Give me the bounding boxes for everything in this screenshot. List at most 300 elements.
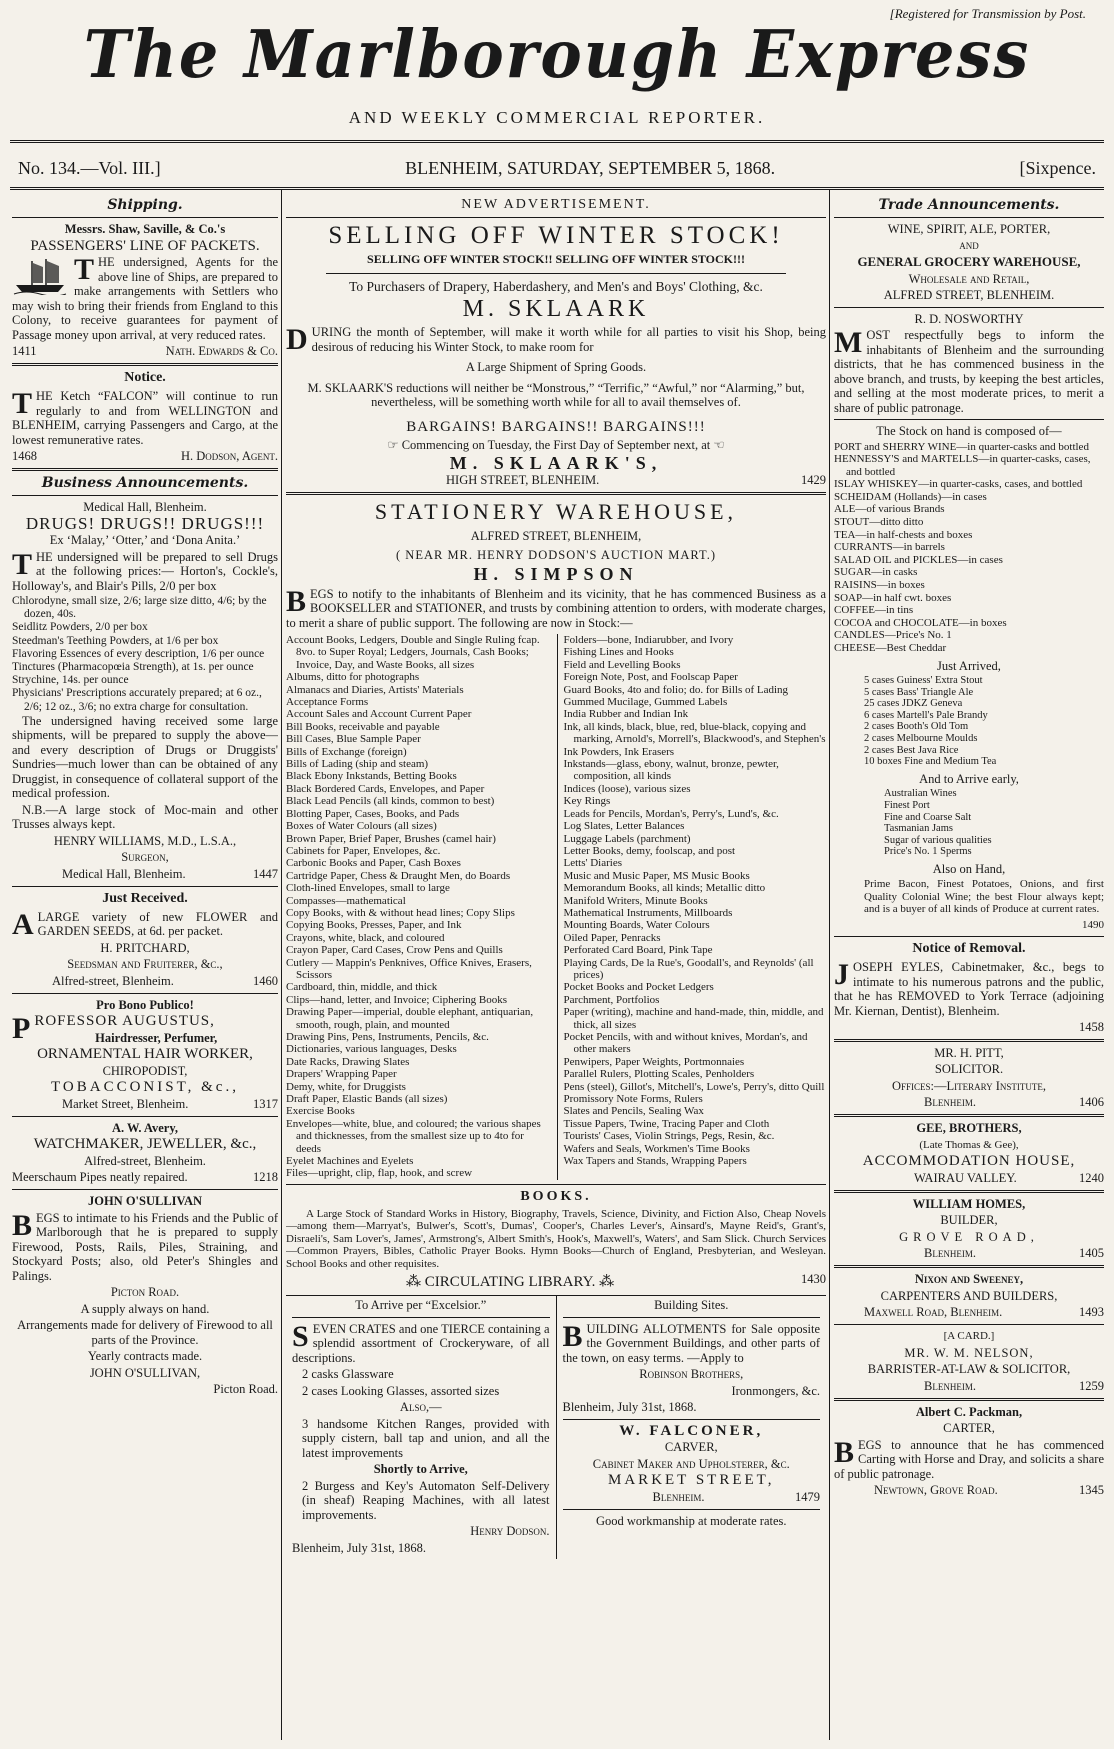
list-item: Perforated Card Board, Pink Tape — [563, 944, 713, 957]
gee-late: (Late Thomas & Gee), — [919, 1138, 1019, 1151]
shaw-title: Messrs. Shaw, Saville, & Co.'s — [64, 222, 226, 236]
drugs-text: HE undersigned will be prepared to sell Drugs at the following prices:— Horton's, Cockle's, Holloway's, and Blair's Pills, 2/0 per box — [12, 549, 278, 593]
business-heading: Business Announcements. — [41, 475, 249, 491]
list-item: Cloth-lined Envelopes, small to large — [286, 882, 450, 895]
drugs-ships: Ex ‘Malay,’ ‘Otter,’ and ‘Dona Anita.’ — [49, 533, 241, 547]
gee-name: GEE, BROTHERS, — [916, 1121, 1022, 1136]
books-heading: BOOKS. — [520, 1188, 592, 1204]
ad-number: 1479 — [795, 1489, 820, 1504]
ad-number: 1240 — [1079, 1170, 1104, 1185]
stock-list — [286, 634, 826, 1180]
augustus-address: Market Street, Blenheim. — [62, 1096, 189, 1111]
nelson-name: MR. W. M. NELSON, — [904, 1345, 1034, 1360]
removal-heading: Notice of Removal. — [912, 941, 1026, 957]
list-item: Dictionaries, various languages, Desks — [286, 1043, 457, 1056]
avery-address: Alfred-street, Blenheim. — [84, 1153, 206, 1168]
list-item: Finest Port — [884, 799, 930, 811]
wine-line: GENERAL GROCERY WAREHOUSE, — [857, 254, 1081, 269]
drop-cap: M — [834, 326, 863, 359]
list-item: CANDLES—Price's No. 1 — [834, 629, 952, 642]
early-heading: And to Arrive early, — [919, 771, 1019, 786]
list-item: Playing Cards, De la Rue's, Goodall's, and Reynolds' (all prices) — [563, 956, 814, 981]
list-item: Slates and Pencils, Sealing Wax — [563, 1105, 704, 1118]
stock-list-right — [564, 634, 827, 1167]
list-item: Drapers' Wrapping Paper — [286, 1068, 397, 1081]
nosworthy-name: R. D. NOSWORTHY — [914, 311, 1024, 326]
augustus-line: Hairdresser, Perfumer, — [95, 1030, 218, 1045]
avery-name: A. W. Avery, — [111, 1120, 179, 1135]
ship-icon — [12, 257, 68, 295]
ad-number: 1406 — [1079, 1095, 1104, 1110]
list-item: Compasses—mathematical — [286, 894, 406, 907]
list-item: Memorandum Books, all kinds; Metallic ditto — [563, 882, 766, 895]
sites-name: Robinson Brothers, — [639, 1367, 744, 1382]
sklaark-address: HIGH STREET, BLENHEIM. — [446, 473, 600, 487]
packman-name: Albert C. Packman, — [915, 1404, 1023, 1419]
excelsior-also: Also,— — [399, 1400, 442, 1415]
excelsior-ad — [286, 1296, 556, 1559]
falconer-town: Blenheim. — [652, 1489, 705, 1504]
list-item: Crayons, white, black, and coloured — [286, 931, 445, 944]
falcon-text: HE Ketch “FALCON” will continue to run regularly to and from WELLINGTON and BLENHEIM, carrying Passengers and Cargo, at the lowest remunerative rates. — [12, 389, 278, 447]
commencing-line: ☞ Commencing on Tuesday, the First Day of September next, at ☜ — [387, 438, 725, 452]
sites-body — [562, 1319, 821, 1366]
list-item: Cartridge Paper, Chess & Draught Men, do Boards — [286, 869, 511, 882]
wine-line: ALFRED STREET, BLENHEIM. — [883, 288, 1055, 302]
list-item: ALE—of various Brands — [834, 503, 945, 516]
falcon-body — [12, 389, 278, 447]
library-line: ⁂ CIRCULATING LIBRARY. ⁂ — [406, 1274, 615, 1291]
bargains: BARGAINS! BARGAINS!! BARGAINS!!! — [406, 418, 706, 435]
signature: H. Dodson, Agent. — [180, 449, 278, 463]
list-item: Mounting Boards, Water Colours — [563, 919, 710, 932]
list-item: Cutlery — Mappin's Penknives, Office Knives, Erasers, Scissors — [286, 956, 532, 981]
osullivan-body — [12, 1208, 278, 1284]
drop-cap: T — [74, 253, 95, 286]
list-item: Black Bordered Cards, Envelopes, and Paper — [286, 782, 485, 795]
sites-date: Blenheim, July 31st, 1868. — [562, 1400, 697, 1415]
list-item: Foreign Note, Post, and Foolscap Paper — [563, 671, 738, 684]
wine-and: AND — [959, 240, 979, 251]
column-divider — [281, 190, 282, 1740]
list-item: Eyelet Machines and Eyelets — [286, 1155, 414, 1168]
excelsior-heading: To Arrive per “Excelsior.” — [355, 1298, 487, 1313]
list-item: 5 cases Bass' Triangle Ale — [864, 686, 974, 698]
pritchard-text: LARGE variety of new FLOWER and GARDEN SEEDS, at 6d. per packet. — [37, 909, 278, 939]
sklaark-shipment: A Large Shipment of Spring Goods. — [465, 360, 647, 374]
books-body: A Large Stock of Standard Works in History, Biography, Travels, Science, Divinity, and Fiction Also, Cheap Novels—among them—Marryat's, Bulwer's, Scott's, Dumas', Cooper's, Charles Lever's, Ainsard's, Mayne Reid's, Grant's, Disraeli's, Sam Lover's, James', Armstrong's, Albert Smith's, Hook's, Maxwell's, Waters', and Sam Slick. Church Services—Common Prayers, Bibles, Catholic Prayer Books. Hymn Books—Church of England, Presbyterian, and Wesleyan. School Books and other requisites. — [286, 1207, 826, 1270]
list-item: Sugar of various qualities — [884, 834, 992, 846]
list-item: Demy, white, for Druggists — [286, 1080, 406, 1093]
list-item: Crayon Paper, Card Cases, Crow Pens and Quills — [286, 944, 503, 957]
list-item: HENNESSY'S and MARTELLS—in quarter-casks, cases, and bottled — [834, 453, 1091, 478]
ad-number: 1345 — [1079, 1483, 1104, 1498]
issue-price: [Sixpence. — [1019, 158, 1096, 178]
excelsior-date: Blenheim, July 31st, 1868. — [292, 1540, 427, 1555]
drop-cap: T — [12, 387, 33, 420]
signature: Henry Dodson. — [470, 1524, 550, 1539]
nosworthy-body — [834, 328, 1104, 415]
list-item: Date Racks, Drawing Slates — [286, 1055, 410, 1068]
bottom-ads — [286, 1295, 826, 1559]
column-right — [834, 195, 1104, 1498]
ad-number: 1490 — [1082, 918, 1104, 931]
trade-heading: Trade Announcements. — [878, 197, 1060, 213]
nelson-town: Blenheim. — [924, 1378, 976, 1393]
packman-address: Newtown, Grove Road. — [874, 1483, 998, 1498]
excelsior-line: 3 handsome Kitchen Ranges, provided with supply cistern, ball tap and union, and all the latest improvements — [302, 1416, 550, 1460]
williams-name: HENRY WILLIAMS, M.D., L.S.A., — [53, 833, 237, 848]
list-item: Seidlitz Powders, 2/0 per box — [12, 621, 148, 634]
augustus-name-text: ROFESSOR AUGUSTUS, — [34, 1013, 215, 1030]
list-item: Mathematical Instruments, Millboards — [563, 906, 733, 919]
list-item: Australian Wines — [884, 788, 957, 800]
early-list — [834, 788, 1104, 858]
pritchard-role: Seedsman and Fruiterer, &c., — [67, 957, 223, 972]
falconer-street: MARKET STREET, — [608, 1472, 775, 1489]
list-item: Tinctures (Pharmacopœia Strength), at 1s. per ounce — [12, 661, 254, 674]
stock-heading: The Stock on hand is composed of— — [876, 424, 1062, 438]
excelsior-line: 2 cases Looking Glasses, assorted sizes — [302, 1383, 500, 1398]
sklaark-reductions: M. SKLAARK'S reductions will neither be “Monstrous,” “Terrific,” “Awful,” nor “Alarming,” but, nevertheless, will be something worth while for all to avail themselves of. — [307, 380, 805, 409]
packman-body — [834, 1435, 1104, 1482]
drop-cap: T — [12, 547, 33, 581]
nixon-role: CARPENTERS AND BUILDERS, — [880, 1288, 1058, 1303]
pitt-name: MR. H. PITT, — [934, 1045, 1004, 1060]
nosworthy-stock — [834, 441, 1104, 655]
drop-cap: B — [834, 1435, 855, 1469]
new-ad-heading: NEW ADVERTISEMENT. — [461, 197, 651, 212]
received-heading: Just Received. — [102, 890, 188, 906]
list-item: Drawing Paper—imperial, double elephant, antiquarian, smooth, rough, plain, and mounted — [286, 1006, 534, 1031]
drugs-headline: DRUGS! DRUGS!! DRUGS!!! — [25, 513, 265, 533]
signature: JOHN O'SULLIVAN, — [89, 1365, 201, 1380]
list-item: Physicians' Prescriptions accurately prepared; at 6 oz., 2/6; 12 oz., 3/6; no extra charge for consultation. — [12, 687, 262, 713]
homes-road: GROVE ROAD, — [899, 1229, 1039, 1244]
list-item: Price's No. 1 Sperms — [884, 846, 972, 858]
pritchard-address: Alfred-street, Blenheim. — [52, 973, 174, 988]
sites-role: Ironmongers, &c. — [731, 1383, 820, 1398]
avery-role: WATCHMAKER, JEWELLER, &c., — [33, 1136, 257, 1153]
list-item: CURRANTS—in barrels — [834, 541, 945, 554]
ad-number: 1317 — [253, 1096, 278, 1111]
list-item: Boxes of Water Colours (all sizes) — [286, 820, 437, 833]
osullivan-line: A supply always on hand. — [80, 1301, 210, 1316]
stock-list-left — [286, 634, 549, 1180]
sites-ad — [556, 1296, 827, 1559]
nixon-name: Nixon and Sweeney, — [914, 1272, 1024, 1287]
drugs-text-2: The undersigned having received some large shipments, will be prepared to supply the above—and every description of Drugs or Druggists' Sundries—much lower than can be obtained of any Druggist, in consequence of collateral support of the medical profession. — [12, 713, 278, 801]
list-item: Bills of Lading (ship and steam) — [286, 758, 429, 771]
pritchard-name: H. PRITCHARD, — [100, 940, 190, 955]
gee-valley: WAIRAU VALLEY. — [914, 1170, 1017, 1185]
list-item: Copying Books, Presses, Paper, and Ink — [286, 919, 462, 932]
stationery-text: EGS to notify to the inhabitants of Blenheim and its vicinity, that he has commenced Business as a BOOKSELLER and STATIONER, and trusts by combining attention to orders, with moderate charges, to merit a share of public support. The following are now in Stock:— — [286, 586, 826, 630]
list-item: Gummed Mucilage, Gummed Labels — [563, 696, 728, 709]
ad-number: 1429 — [801, 473, 826, 487]
list-item: Cardboard, thin, middle, and thick — [286, 981, 438, 994]
homes-town: Blenheim. — [924, 1246, 976, 1261]
list-item: Flavoring Essences of every description, 1/6 per ounce — [12, 647, 265, 660]
card-label: [A CARD.] — [943, 1330, 995, 1343]
drop-cap: D — [286, 323, 308, 356]
medical-title: Medical Hall, Blenheim. — [83, 500, 207, 514]
list-item: COCOA and CHOCOLATE—in boxes — [834, 616, 1007, 629]
sklaark-text: URING the month of September, will make it worth while for all parties to visit his Shop, being desirous of reducing his Winter Stock, to make room for — [311, 325, 826, 354]
excelsior-shortly: Shortly to Arrive, — [373, 1462, 468, 1477]
list-item: 10 boxes Fine and Medium Tea — [864, 756, 997, 768]
list-item: Draft Paper, Elastic Bands (all sizes) — [286, 1093, 448, 1106]
drop-cap: B — [562, 1319, 583, 1353]
packman-role: CARTER, — [943, 1421, 995, 1436]
drop-cap: B — [12, 1208, 33, 1242]
list-item: CHEESE—Best Cheddar — [834, 642, 947, 654]
list-item: Oiled Paper, Penracks — [563, 931, 661, 944]
homes-name: WILLIAM HOMES, — [912, 1196, 1026, 1211]
sklaark-body — [286, 325, 826, 354]
drugs-body — [12, 547, 278, 594]
sites-heading: Building Sites. — [654, 1298, 729, 1313]
list-item: Field and Levelling Books — [563, 658, 681, 671]
list-item: Account Sales and Account Current Paper — [286, 708, 472, 721]
stationery-body — [286, 584, 826, 631]
wine-line: Wholesale and Retail, — [908, 271, 1030, 286]
drop-cap: A — [12, 907, 34, 941]
nixon-address: Maxwell Road, Blenheim. — [864, 1305, 1003, 1320]
stationery-name: H. SIMPSON — [473, 564, 639, 584]
list-item: Promissory Note Forms, Rulers — [563, 1093, 703, 1106]
list-item: Almanacs and Diaries, Artists' Materials — [286, 683, 464, 696]
ad-number: 1458 — [1079, 1020, 1104, 1035]
masthead-subtitle: AND WEEKLY COMMERCIAL REPORTER. — [348, 108, 766, 127]
ad-number: 1447 — [253, 866, 278, 881]
drop-cap: J — [834, 958, 849, 992]
list-item: STOUT—ditto ditto — [834, 516, 924, 529]
augustus-line: CHIROPODIST, — [102, 1063, 188, 1078]
masthead-title: The Marlborough Express — [83, 16, 1031, 93]
list-item: RAISINS—in boxes — [834, 579, 925, 592]
ad-number: 1460 — [253, 973, 278, 988]
ad-number: 1468 — [12, 449, 37, 463]
selling-subtitle: SELLING OFF WINTER STOCK!! SELLING OFF WINTER STOCK!!! — [367, 252, 745, 266]
list-item: Carbonic Books and Paper, Cash Boxes — [286, 857, 461, 870]
list-item: SOAP—in half cwt. boxes — [834, 591, 952, 604]
list-item: ISLAY WHISKEY—in quarter-casks, cases, and bottled — [834, 478, 1083, 491]
issue-number: No. 134.—Vol. III.] — [18, 158, 161, 178]
list-item: Exercise Books — [286, 1105, 355, 1118]
list-item: Chlorodyne, small size, 2/6; large size ditto, 4/6; by the dozen, 40s. — [12, 595, 267, 621]
list-item: Ink Powders, Ink Erasers — [563, 745, 675, 758]
ad-number: 1259 — [1079, 1378, 1104, 1393]
stationery-street: ALFRED STREET, BLENHEIM, — [470, 529, 642, 543]
list-item: Strychine, 14s. per ounce — [12, 674, 129, 687]
pritchard-body — [12, 907, 278, 941]
selling-title: SELLING OFF WINTER STOCK! — [328, 222, 784, 249]
eyles-body — [834, 960, 1104, 1018]
list-item: SCHEIDAM (Hollands)—in cases — [834, 490, 987, 503]
list-item: Paper (writing), machine and hand-made, thin, middle, and thick, all sizes — [563, 1006, 824, 1031]
excelsior-line: 2 Burgess and Key's Automaton Self-Delivery (in sheaf) Reaping Machines, with all latest improvements. — [302, 1478, 550, 1522]
list-item: Leads for Pencils, Mordan's, Perry's, Lund's, &c. — [563, 807, 779, 820]
drugs-nb: N.B.—A large stock of Moc-main and other Trusses always kept. — [12, 802, 278, 832]
list-item: Envelopes—white, blue, and coloured; the various shapes and thicknesses, from the smallest size up to 4to for deeds — [286, 1117, 541, 1155]
augustus-line: ORNAMENTAL HAIR WORKER, — [37, 1046, 253, 1063]
osullivan-road: Picton Road. — [110, 1285, 180, 1300]
shaw-body — [12, 255, 278, 342]
drop-cap: S — [292, 1319, 309, 1353]
list-item: Wax Tapers and Stands, Wrapping Papers — [563, 1155, 747, 1168]
sklaark-name: M. SKLAARK — [462, 296, 650, 322]
falconer-line: Good workmanship at moderate rates. — [595, 1513, 787, 1528]
list-item: PORT and SHERRY WINE—in quarter-casks and bottled — [834, 440, 1089, 453]
list-item: Fine and Coarse Salt — [884, 811, 972, 823]
list-item: Files—upright, clip, flap, hook, and screw — [286, 1167, 473, 1180]
list-item: 25 cases JDKZ Geneva — [864, 698, 963, 710]
pitt-role: SOLICITOR. — [934, 1062, 1004, 1077]
list-item: 2 cases Melbourne Moulds — [864, 733, 978, 745]
issue-date: BLENHEIM, SATURDAY, SEPTEMBER 5, 1868. — [405, 158, 776, 178]
dateline — [18, 158, 1096, 179]
list-item: Manifold Writers, Minute Books — [563, 894, 708, 907]
nelson-role: BARRISTER-AT-LAW & SOLICITOR, — [867, 1362, 1071, 1377]
list-item: Inkstands—glass, ebony, walnut, bronze, pewter, composition, all kinds — [563, 758, 779, 783]
ad-number: 1430 — [801, 1272, 826, 1287]
williams-role: Surgeon, — [121, 850, 169, 865]
ad-number: 1405 — [1079, 1246, 1104, 1261]
pitt-town: Blenheim. — [924, 1095, 976, 1110]
list-item: Pocket Books and Pocket Ledgers — [563, 981, 714, 994]
williams-address: Medical Hall, Blenheim. — [62, 866, 186, 881]
signature: Picton Road. — [213, 1382, 278, 1397]
list-item: India Rubber and Indian Ink — [563, 708, 689, 721]
osullivan-line: Arrangements made for delivery of Firewood to all parts of the Province. — [17, 1318, 273, 1347]
list-item: Wafers and Seals, Workmen's Time Books — [563, 1142, 750, 1155]
wine-line: WINE, SPIRIT, ALE, PORTER, — [887, 222, 1051, 236]
arrived-heading: Just Arrived, — [937, 658, 1001, 673]
osullivan-text: EGS to intimate to his Friends and the Public of Marlborough that he is prepared to supply Firewood, Posts, Rails, Piles, Straining, and Stockyard Posts; also, old Peter's Shingles and Palings. — [12, 1210, 278, 1283]
notice-heading: Notice. — [124, 370, 166, 385]
list-item: Black Ebony Inkstands, Betting Books — [286, 770, 457, 783]
list-item: Music and Music Paper, MS Music Books — [563, 869, 750, 882]
list-item: Blotting Paper, Cases, Books, and Pads — [286, 807, 460, 820]
list-item: Indices (loose), various sizes — [563, 782, 691, 795]
ad-number: 1493 — [1079, 1305, 1104, 1320]
column-left — [12, 195, 278, 1399]
bono-heading: Pro Bono Publico! — [96, 997, 194, 1012]
augustus-line: TOBACCONIST, &c., — [51, 1079, 239, 1096]
list-item: Acceptance Forms — [286, 696, 369, 709]
list-item: Steedman's Teething Powders, at 1/6 per box — [12, 634, 219, 647]
excelsior-text: EVEN CRATES and one TIERCE containing a splendid assortment of Crockeryware, of all descriptions. — [292, 1321, 550, 1365]
list-item: Log Slates, Letter Balances — [563, 820, 685, 833]
list-item: Ink, all kinds, black, blue, red, blue-black, copying and marking, Arnold's, Morrell's, Blackwood's, and Stephen's — [563, 720, 826, 746]
hand-body: Prime Bacon, Finest Potatoes, Onions, and first Quality Colonial Wine; the best Flour always kept; and is a buyer of all kinds of Produce at current rates. — [864, 878, 1104, 916]
drop-cap: P — [12, 1012, 31, 1046]
arrived-list — [834, 675, 1104, 768]
list-item: Brown Paper, Brief Paper, Brushes (camel hair) — [286, 832, 496, 845]
list-item: Albums, ditto for photographs — [286, 671, 420, 684]
gee-house: ACCOMMODATION HOUSE, — [862, 1153, 1076, 1170]
osullivan-line: Yearly contracts made. — [87, 1349, 203, 1364]
masthead-rule — [10, 140, 1104, 143]
list-item: Letts' Diaries — [563, 857, 622, 870]
falconer-role: CARVER, — [664, 1440, 718, 1455]
avery-line: Meerschaum Pipes neatly repaired. — [12, 1170, 188, 1185]
falconer-role-2: Cabinet Maker and Upholsterer, &c. — [592, 1456, 790, 1471]
excelsior-body — [292, 1319, 550, 1366]
list-item: Folders—bone, Indiarubber, and Ivory — [563, 634, 734, 646]
list-item: COFFEE—in tins — [834, 604, 914, 617]
list-item: Bill Books, receivable and payable — [286, 720, 440, 733]
list-item: Drawing Pins, Pens, Instruments, Pencils, &c. — [286, 1031, 489, 1043]
signature: Nath. Edwards & Co. — [165, 344, 278, 358]
homes-role: BUILDER, — [940, 1213, 998, 1228]
list-item: Account Books, Ledgers, Double and Single Ruling fcap. 8vo. to Super Royal; Ledgers, Journals, Cash Books; Invoice, Day, and Waste Books, all sizes — [286, 634, 540, 671]
list-item: 2 cases Best Java Rice — [864, 744, 959, 756]
list-item: 6 cases Martell's Pale Brandy — [864, 709, 988, 721]
list-item: Copy Books, with & without head lines; Copy Slips — [286, 906, 515, 919]
list-item: Parchment, Portfolios — [563, 993, 660, 1006]
list-item: Letter Books, demy, foolscap, and post — [563, 844, 736, 857]
list-item: SUGAR—in casks — [834, 566, 918, 579]
list-item: Clips—hand, letter, and Invoice; Ciphering Books — [286, 993, 508, 1006]
list-item: Guard Books, 4to and folio; do. for Bills of Lading — [563, 683, 789, 696]
list-item: Cabinets for Paper, Envelopes, &c. — [286, 844, 441, 857]
column-divider — [829, 190, 830, 1740]
shaw-text: HE undersigned, Agents for the above line of Ships, are prepared to make arrangements with Settlers who may wish to bring their friends from England to this Colony, to receive guarantees for payment of Passage money upon arrival, at very reduced rates. — [12, 255, 278, 342]
list-item: Pocket Pencils, with and without knives, Mordan's, and other makers — [563, 1031, 808, 1056]
stationery-title: STATIONERY WAREHOUSE, — [374, 499, 738, 524]
ad-number: 1218 — [253, 1170, 278, 1185]
column-center — [286, 195, 826, 1559]
nosworthy-text: OST respectfully begs to inform the inhabitants of Blenheim and the surrounding districts, that he has commenced business in the above branch, and trusts, by keeping the best articles, and selling at the most moderate prices, to merit a share of public patronage. — [834, 328, 1104, 415]
drugs-list — [12, 595, 278, 714]
list-item: 5 cases Guiness' Extra Stout — [864, 675, 983, 687]
shipping-heading: Shipping. — [107, 197, 183, 213]
packman-text: EGS to announce that he has commenced Carting with Horse and Dray, and solicits a share of public patronage. — [834, 1437, 1104, 1481]
list-item: Tourists' Cases, Violin Strings, Pegs, Resin, &c. — [563, 1130, 775, 1143]
list-item: Parallel Rulers, Plotting Scales, Penholders — [563, 1068, 755, 1081]
dateline-rule — [10, 187, 1104, 190]
list-item: Penwipers, Paper Weights, Portmonnaies — [563, 1055, 745, 1068]
list-item: Fishing Lines and Hooks — [563, 646, 674, 659]
list-item: Black Lead Pencils (all kinds, common to best) — [286, 795, 495, 808]
list-item: TEA—in half-chests and boxes — [834, 528, 973, 541]
list-item: 2 cases Booth's Old Tom — [864, 721, 969, 733]
list-item: Tissue Papers, Twine, Tracing Paper and Cloth — [563, 1117, 770, 1130]
list-item: Luggage Labels (parchment) — [563, 832, 691, 845]
excelsior-line: 2 casks Glassware — [302, 1367, 394, 1382]
list-item: Pens (steel), Gillot's, Mitchell's, Lowe's, Perry's, ditto Quill — [563, 1080, 825, 1093]
shaw-subtitle: PASSENGERS' LINE OF PACKETS. — [30, 237, 260, 254]
list-item: Bills of Exchange (foreign) — [286, 745, 407, 758]
purchasers-line: To Purchasers of Drapery, Haberdashery, and Men's and Boys' Clothing, &c. — [349, 278, 763, 294]
stationery-near: ( NEAR MR. HENRY DODSON'S AUCTION MART.) — [396, 547, 716, 562]
sklaark-shop: M. SKLAARK'S, — [449, 452, 663, 473]
eyles-text: OSEPH EYLES, Cabinetmaker, &c., begs to intimate to his numerous patrons and the public, that he has REMOVED to York Terrace (adjoining Mr. Kiernan, Dentist), Blenheim. — [834, 960, 1104, 1018]
list-item: Tasmanian Jams — [884, 823, 953, 835]
drop-cap: B — [286, 584, 307, 618]
pitt-office: Offices:—Literary Institute, — [891, 1078, 1047, 1093]
sites-text: UILDING ALLOTMENTS for Sale opposite the Government Buildings, and other parts of the town, on easy terms. —Apply to — [562, 1321, 820, 1365]
falconer-name: W. FALCONER, — [619, 1422, 764, 1439]
registered-note: [Registered for Transmission by Post. — [889, 6, 1086, 21]
ad-number: 1411 — [12, 344, 37, 358]
list-item: Key Rings — [563, 795, 611, 808]
list-item: SALAD OIL and PICKLES—in cases — [834, 553, 1003, 566]
list-item: Bill Cases, Blue Sample Paper — [286, 733, 421, 746]
hand-heading: Also on Hand, — [932, 861, 1006, 876]
